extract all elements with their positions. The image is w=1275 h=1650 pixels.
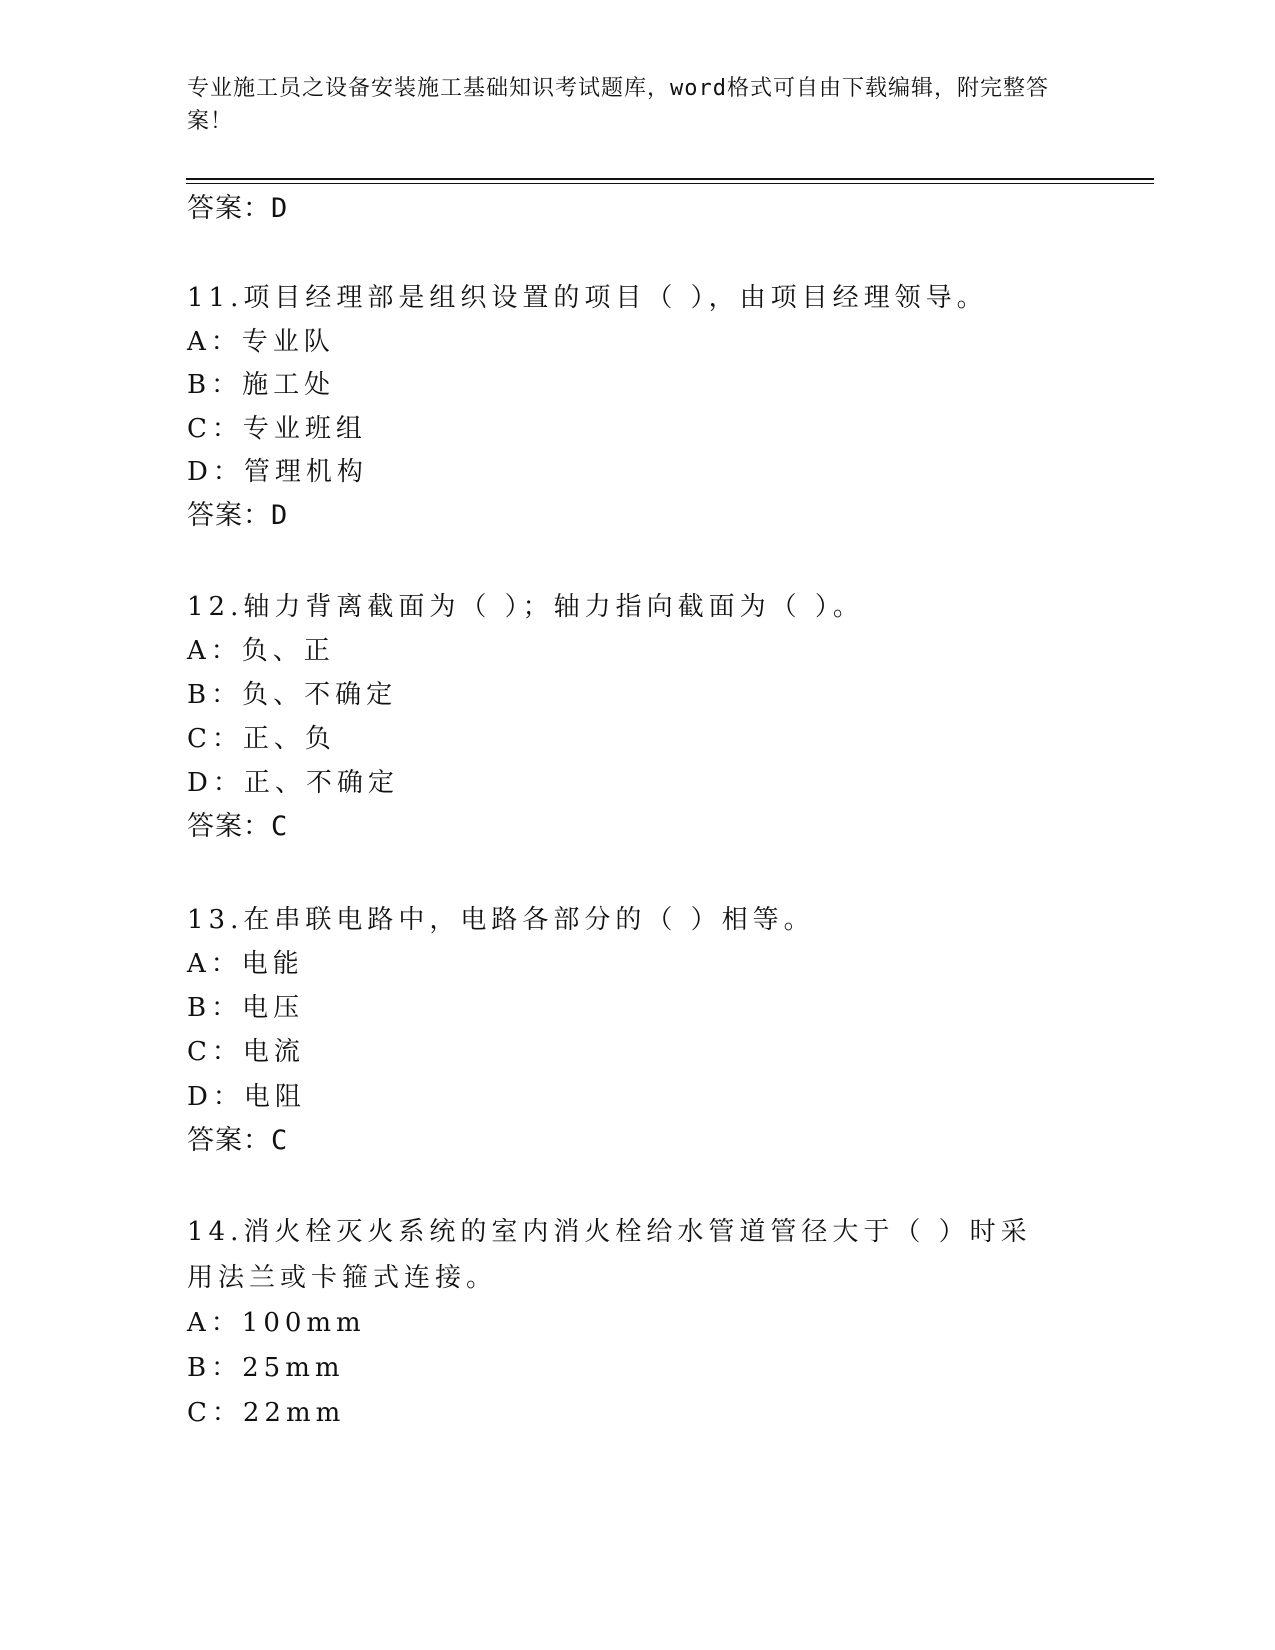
option-d: D：正、不确定 [187, 768, 399, 798]
option-d: D：电阻 [187, 1082, 306, 1112]
option-a: A：电能 [187, 949, 304, 979]
header-divider-thin [186, 183, 1154, 184]
option-c: C：专业班组 [187, 414, 367, 444]
answer-line: 答案：D [187, 193, 289, 224]
question-text: 11.项目经理部是组织设置的项目（ ），由项目经理领导。 [187, 283, 988, 313]
option-b: B：25mm [187, 1353, 345, 1383]
answer-line: 答案：D [187, 500, 289, 531]
answer-line: 答案：C [187, 1125, 289, 1156]
option-c: C：电流 [187, 1037, 305, 1067]
question-text: 13.在串联电路中，电路各部分的（ ）相等。 [187, 905, 815, 935]
page-header: 专业施工员之设备安装施工基础知识考试题库，word格式可自由下载编辑，附完整答案！ [187, 76, 1049, 134]
option-a: A：负、正 [187, 636, 335, 666]
option-b: B：电压 [187, 993, 305, 1023]
option-c: C：22mm [187, 1398, 346, 1428]
option-a: A：专业队 [187, 327, 335, 357]
header-divider [186, 178, 1154, 180]
option-b: B：施工处 [187, 370, 336, 400]
question-text: 12.轴力背离截面为（ ）；轴力指向截面为（ ）。 [187, 592, 864, 622]
option-c: C：正、负 [187, 724, 336, 754]
option-a: A：100mm [187, 1308, 366, 1338]
option-b: B：负、不确定 [187, 680, 398, 710]
option-d: D：管理机构 [187, 457, 368, 487]
answer-line: 答案：C [187, 811, 289, 842]
question-text: 14.消火栓灭火系统的室内消火栓给水管道管径大于（ ）时采用法兰或卡箍式连接。 [187, 1217, 1032, 1293]
